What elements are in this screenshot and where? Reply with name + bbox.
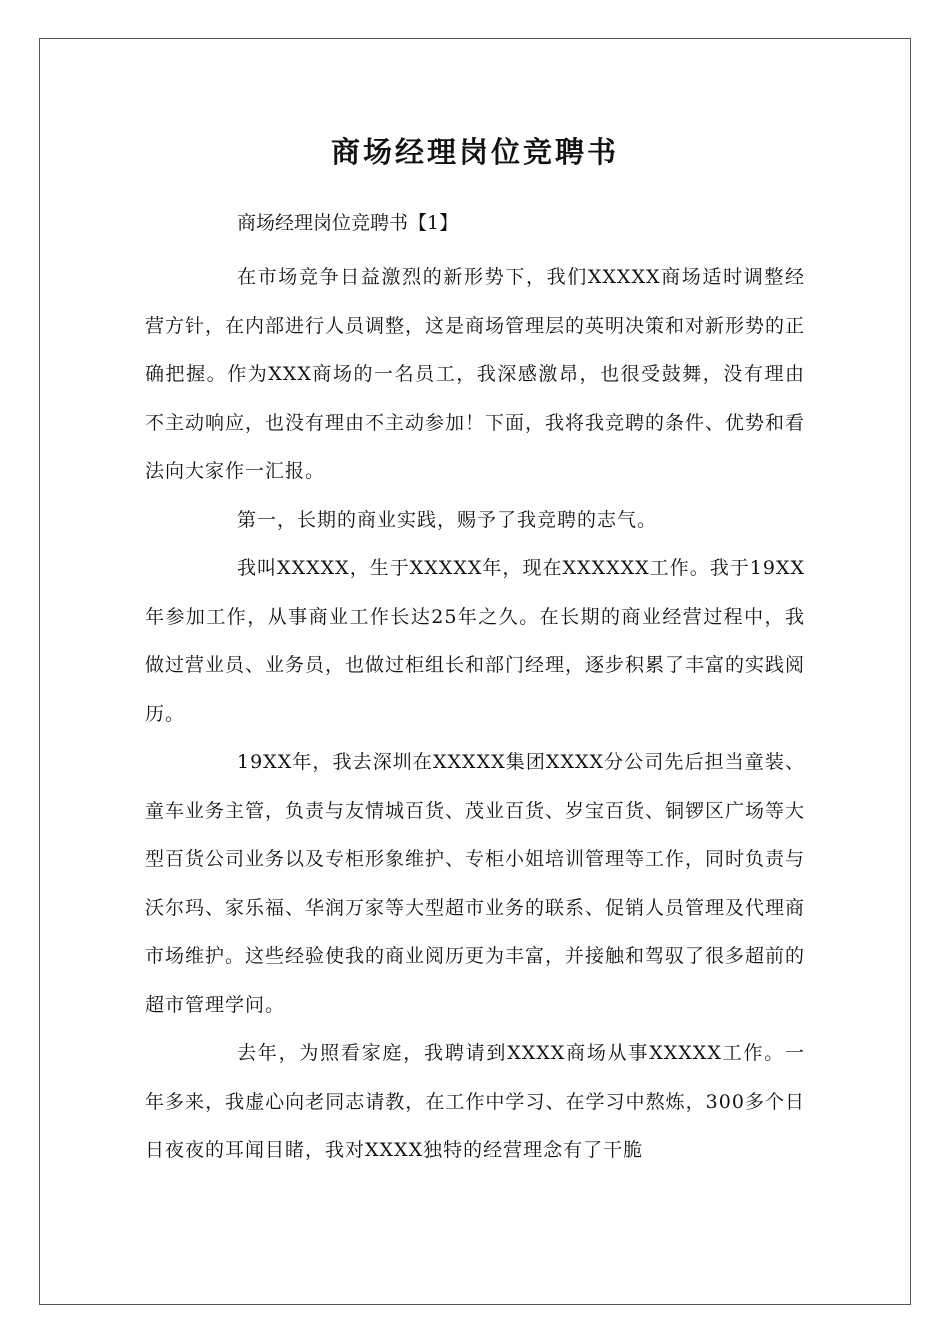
paragraph-last-year: 去年，为照看家庭，我聘请到XXXX商场从事XXXXX工作。一年多来，我虚心向老同志请教，在工作中学习、在学习中熬炼，300多个日日夜夜的耳闻目睹，我对XXXX独特的经营理念有了干脆 <box>145 1042 805 1161</box>
section-heading: 商场经理岗位竞聘书【1】 <box>237 212 459 234</box>
paragraph-intro: 在市场竞争日益激烈的新形势下，我们XXXXX商场适时调整经营方针，在内部进行人员调整，这是商场管理层的英明决策和对新形势的正确把握。作为XXX商场的一名员工，我深感激昂，也很受鼓舞，没有理由不主动响应，也没有理由不主动参加！下面，我将我竞聘的条件、优势和看法向大家作一汇报。 <box>145 266 806 482</box>
paragraph-first-point: 第一，长期的商业实践，赐予了我竞聘的志气。 <box>237 508 658 531</box>
document-title: 商场经理岗位竞聘书 <box>330 135 619 169</box>
document-body <box>145 128 805 1175</box>
paragraph-self-introduction: 我叫XXXXX，生于XXXXX年，现在XXXXXX工作。我于19XX年参加工作，从事商业工作长达25年之久。在长期的商业经营过程中，我做过营业员、业务员，也做过柜组长和部门经理，逐步积累了丰富的实践阅历。 <box>145 557 806 725</box>
paragraph-shenzhen-experience: 19XX年，我去深圳在XXXXX集团XXXX分公司先后担当童装、童车业务主管，负责与友情城百货、茂业百货、岁宝百货、铜锣区广场等大型百货公司业务以及专柜形象维护、专柜小姐培训管理等工作，同时负责与沃尔玛、家乐福、华润万家等大型超市业务的联系、促销人员管理及代理商市场维护。这些经验使我的商业阅历更为丰富，并接触和驾驭了很多超前的超市管理学问。 <box>145 751 806 1016</box>
